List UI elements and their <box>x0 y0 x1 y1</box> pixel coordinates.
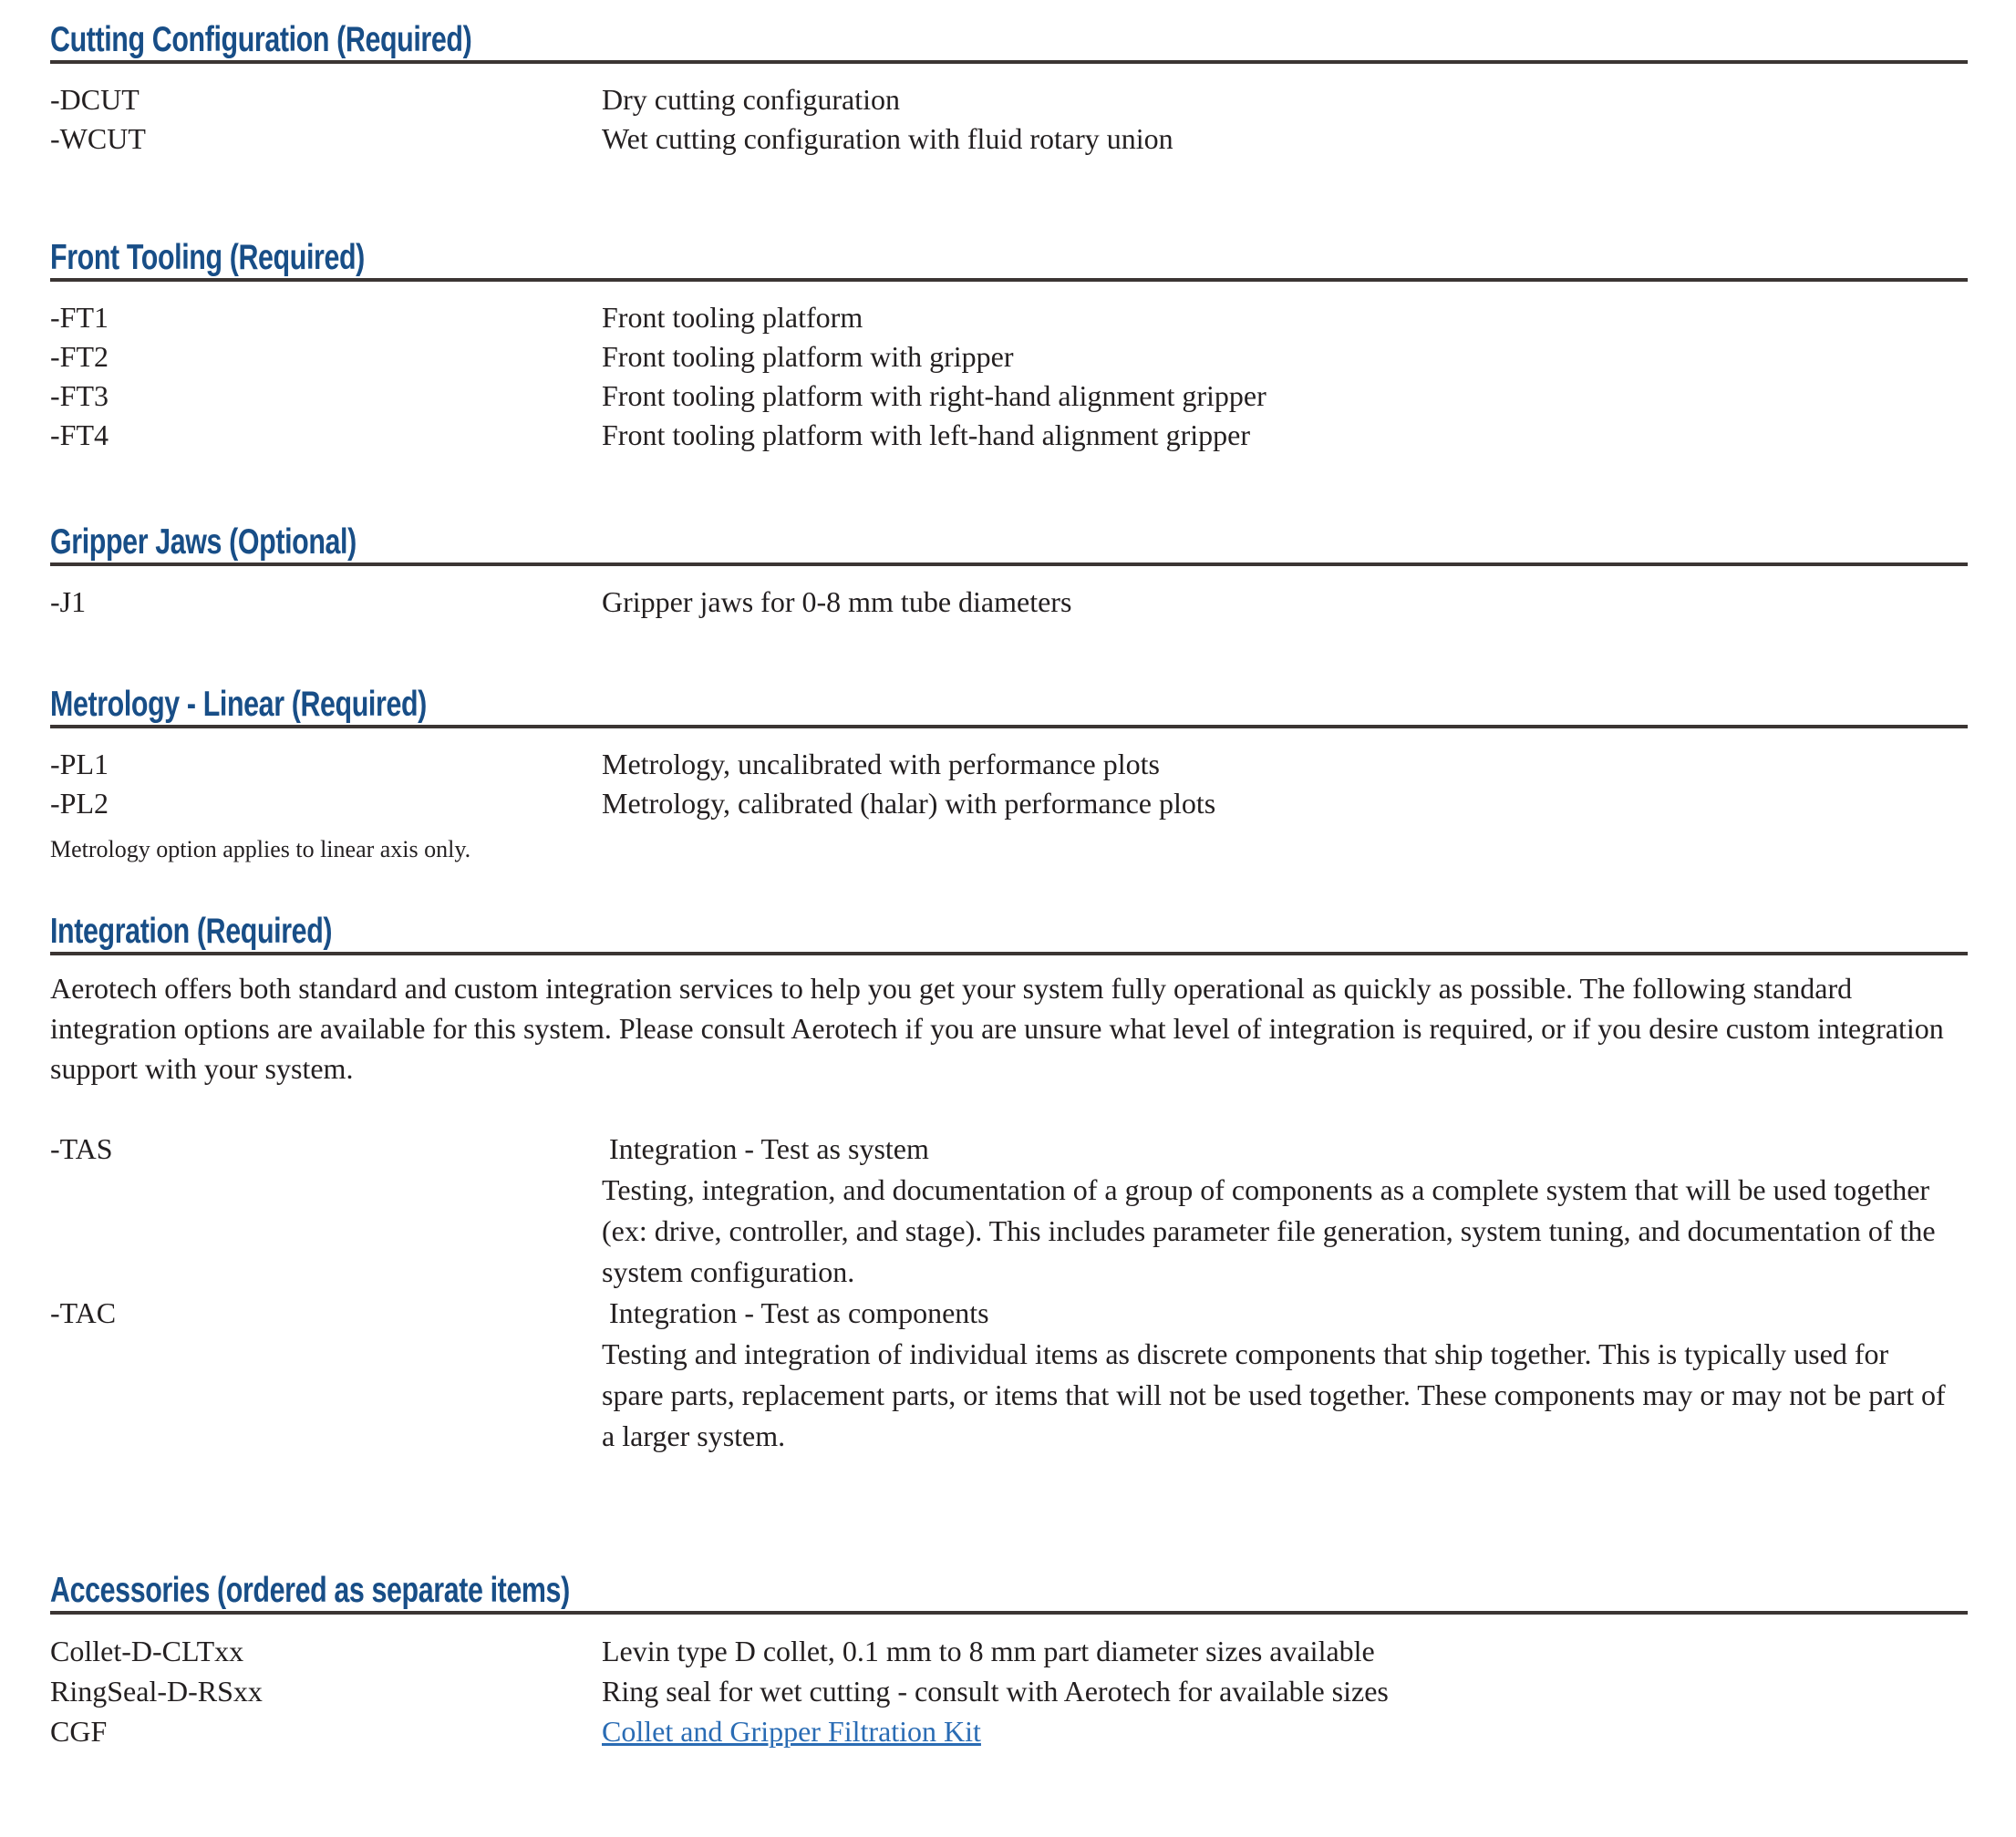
section-metrology-linear <box>50 686 1968 863</box>
option-code: -TAS <box>50 1132 113 1165</box>
option-description: Gripper jaws for 0-8 mm tube diameters <box>602 585 1072 618</box>
section-title-accessories: Accessories (ordered as separate items) <box>50 1571 570 1610</box>
option-description: Levin type D collet, 0.1 mm to 8 mm part diameter sizes available <box>602 1635 1375 1667</box>
option-row <box>50 80 1968 119</box>
option-description: Ring seal for wet cutting - consult with Aerotech for available sizes <box>602 1675 1389 1708</box>
option-code: -PL2 <box>50 787 109 820</box>
section-divider <box>50 60 1968 64</box>
section-divider <box>50 278 1968 282</box>
option-table <box>50 80 1968 159</box>
option-description <box>602 1711 1968 1751</box>
option-code: -FT4 <box>50 418 109 451</box>
option-description: Metrology, calibrated (halar) with performance plots <box>602 787 1216 820</box>
option-row <box>50 377 1968 416</box>
option-table <box>50 745 1968 823</box>
option-description: Front tooling platform with gripper <box>602 340 1014 373</box>
option-row <box>50 1631 1968 1671</box>
option-code: -WCUT <box>50 122 146 155</box>
option-title: Integration - Test as components <box>609 1296 989 1329</box>
option-row <box>50 745 1968 784</box>
section-cutting-configuration <box>50 22 1968 159</box>
option-row <box>50 1711 1968 1751</box>
option-table <box>50 298 1968 455</box>
section-title-front-tooling: Front Tooling (Required) <box>50 238 365 277</box>
collet-gripper-filtration-kit-link[interactable]: Collet and Gripper Filtration Kit <box>602 1715 981 1748</box>
option-table <box>50 583 1968 622</box>
option-row <box>50 583 1968 622</box>
option-row <box>50 1671 1968 1711</box>
option-description: Front tooling platform with right-hand alignment gripper <box>602 379 1266 412</box>
option-description: Wet cutting configuration with fluid rotary union <box>602 122 1173 155</box>
section-title-integration: Integration (Required) <box>50 912 333 951</box>
option-code: RingSeal-D-RSxx <box>50 1675 263 1708</box>
section-accessories <box>50 1573 1968 1751</box>
option-title: Integration - Test as system <box>609 1132 929 1165</box>
option-code: -FT2 <box>50 340 109 373</box>
option-code: CGF <box>50 1715 108 1748</box>
section-title-metrology-linear: Metrology - Linear (Required) <box>50 685 427 724</box>
option-code: -DCUT <box>50 83 140 116</box>
option-code: -FT3 <box>50 379 109 412</box>
option-row <box>50 298 1968 337</box>
section-divider <box>50 1611 1968 1615</box>
option-description: Testing, integration, and documentation of a group of components as a complete system that will be used together (ex: drive, controller, and stage). This includes parameter file generation, system tuning, and documentation of the system configuration. <box>602 1173 1936 1288</box>
option-description: Front tooling platform <box>602 301 863 334</box>
option-row <box>50 119 1968 159</box>
section-divider <box>50 562 1968 566</box>
section-gripper-jaws <box>50 524 1968 622</box>
option-description: Front tooling platform with left-hand alignment gripper <box>602 418 1250 451</box>
option-description: Metrology, uncalibrated with performance plots <box>602 748 1160 780</box>
option-code: Collet-D-CLTxx <box>50 1635 244 1667</box>
option-row <box>50 784 1968 823</box>
option-table <box>50 1129 1968 1457</box>
metrology-footnote: Metrology option applies to linear axis only. <box>50 836 471 862</box>
option-code: -J1 <box>50 585 87 618</box>
option-description: Testing and integration of individual items as discrete components that ship together. This is typically used for spare parts, replacement parts, or items that will not be used together. These components may or may not be part of a larger system. <box>602 1337 1946 1452</box>
section-divider <box>50 725 1968 728</box>
option-description: Dry cutting configuration <box>602 83 901 116</box>
section-divider <box>50 952 1968 955</box>
option-code: -FT1 <box>50 301 109 334</box>
option-details <box>602 1293 1951 1457</box>
integration-intro-paragraph: Aerotech offers both standard and custom integration services to help you get your system fully operational as quickly as possible. The following standard integration options are available for this system. Please consult Aerotech if you are unsure what level of integration is required, or if you desire custom integration support with your system. <box>50 972 1944 1085</box>
option-row <box>50 337 1968 377</box>
option-table <box>50 1631 1968 1751</box>
option-row <box>50 416 1968 455</box>
option-details <box>602 1129 1951 1293</box>
section-integration <box>50 913 1968 1457</box>
section-title-gripper-jaws: Gripper Jaws (Optional) <box>50 522 357 562</box>
option-code: -PL1 <box>50 748 109 780</box>
section-front-tooling <box>50 240 1968 455</box>
option-row <box>50 1129 1968 1293</box>
option-row <box>50 1293 1968 1457</box>
section-title-cutting-configuration: Cutting Configuration (Required) <box>50 20 472 59</box>
option-code: -TAC <box>50 1296 117 1329</box>
